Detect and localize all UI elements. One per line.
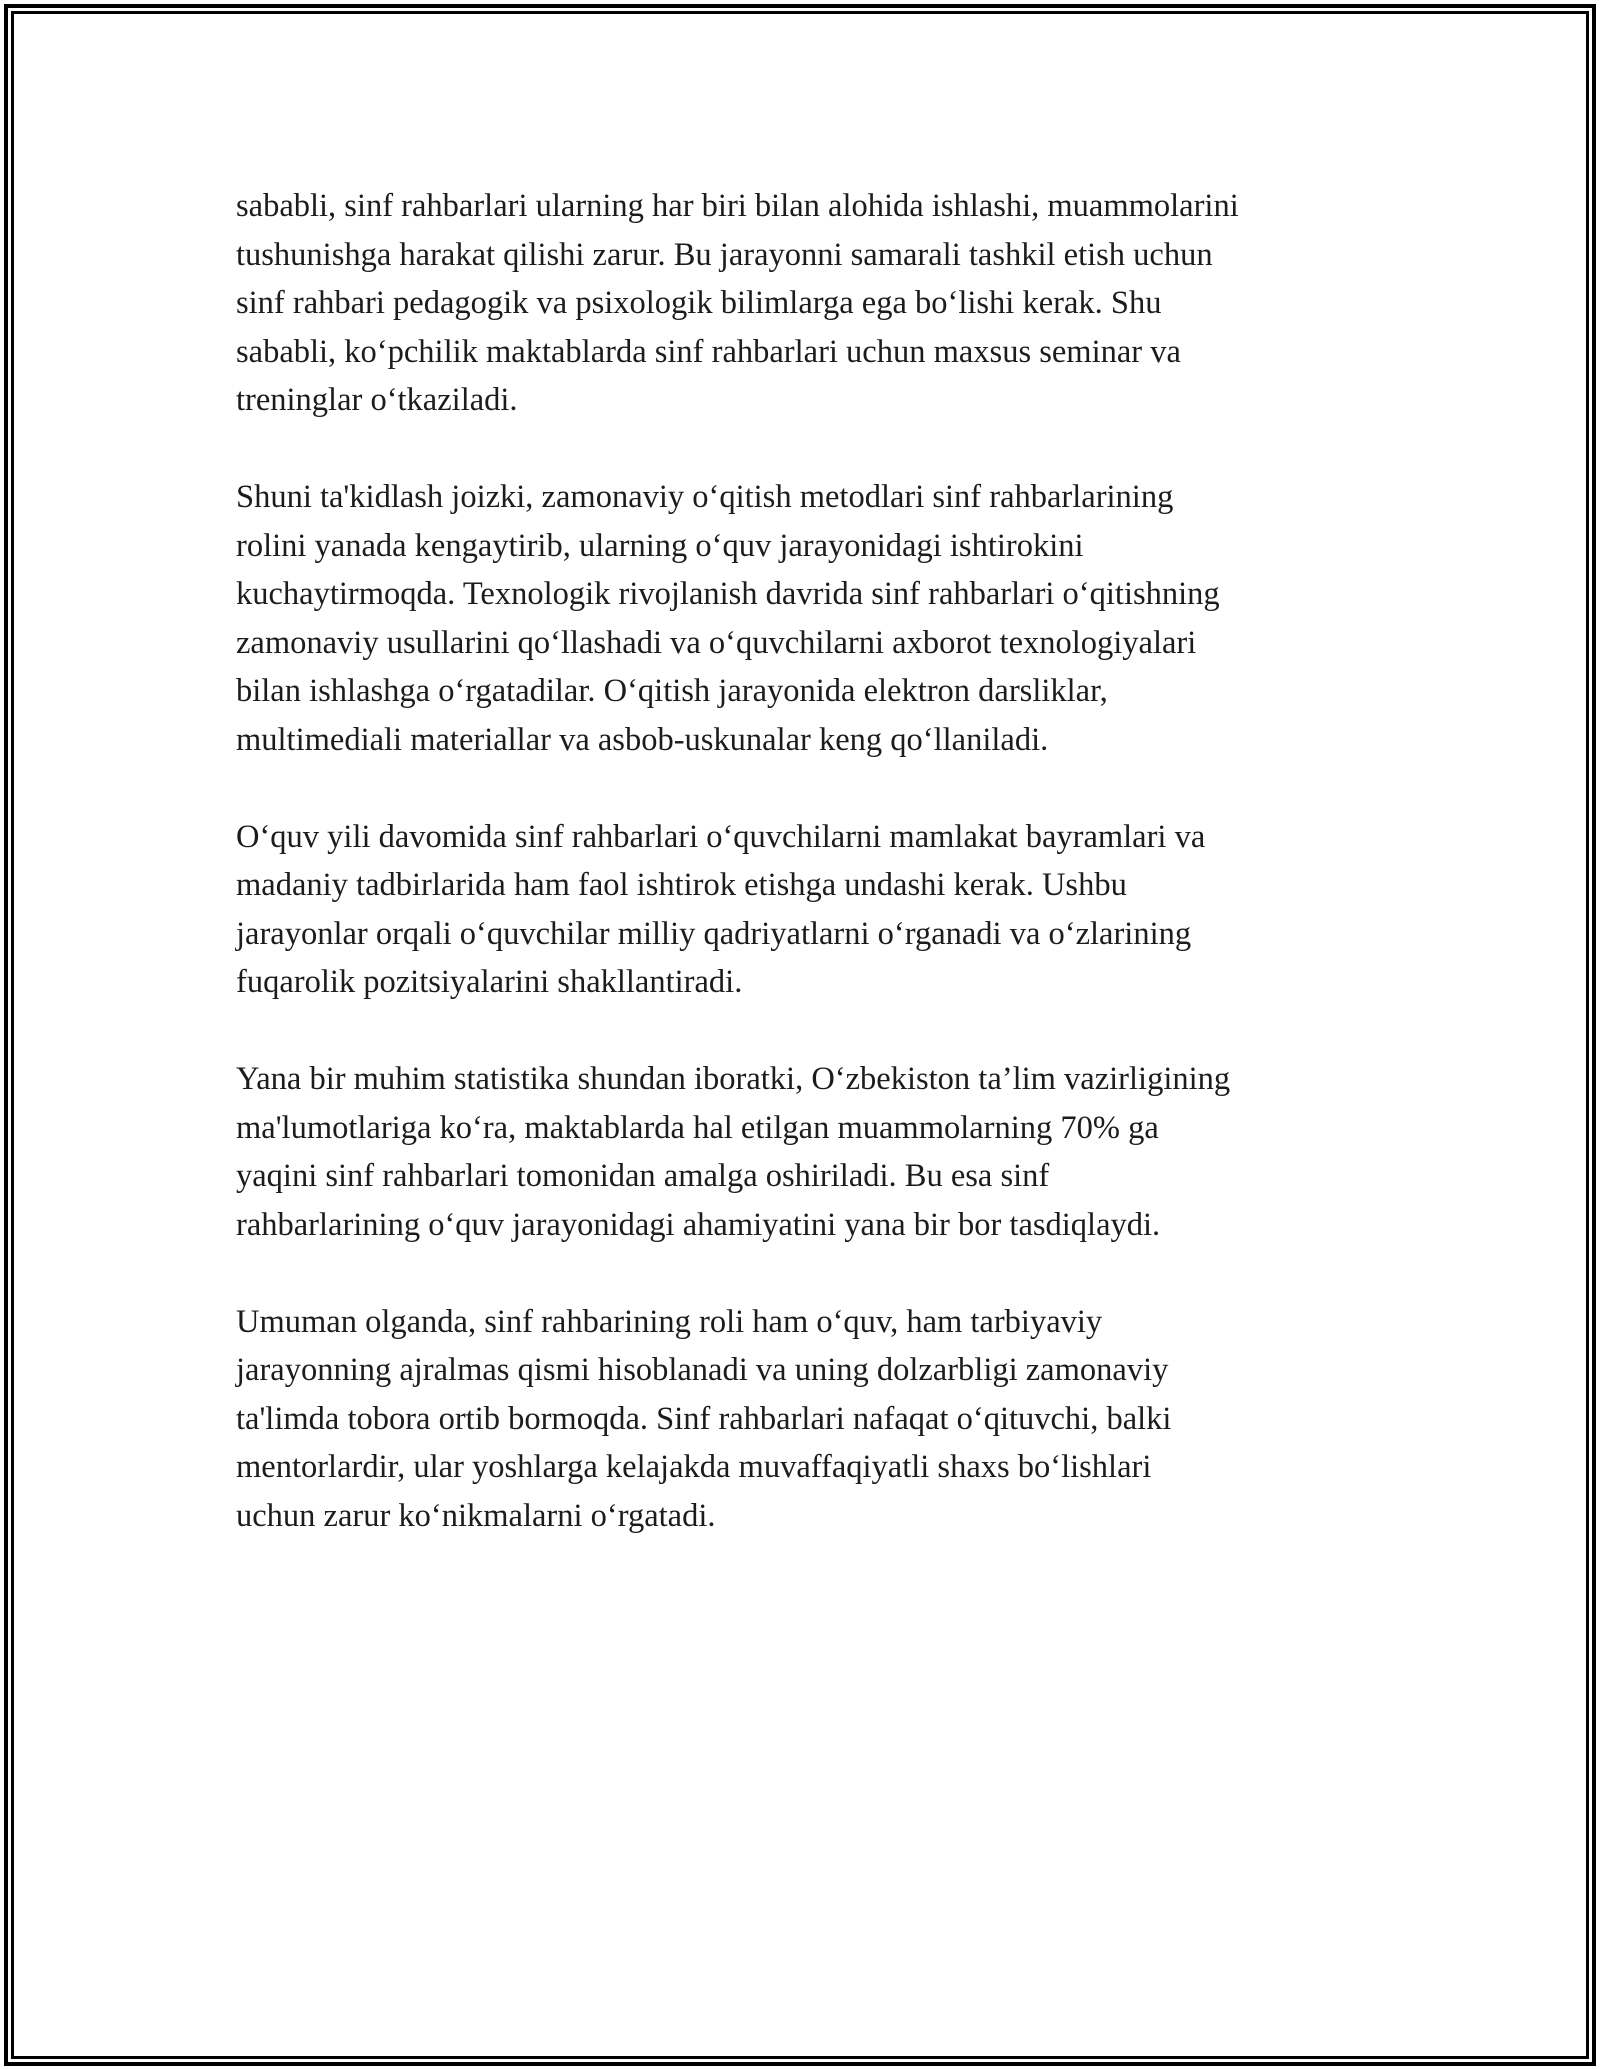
paragraph-3 — [236, 813, 1416, 1007]
text-line: Yana bir muhim statistika shundan iboratki, Oʻzbekiston ta’lim vazirligining — [236, 1061, 1231, 1097]
document-body — [236, 182, 1416, 1589]
paragraph-1 — [236, 182, 1416, 425]
text-line: bilan ishlashga oʻrgatadilar. Oʻqitish jarayonida elektron darsliklar, — [236, 673, 1108, 709]
text-line: jarayonlar orqali oʻquvchilar milliy qadriyatlarni oʻrganadi va oʻzlarining — [236, 915, 1192, 952]
text-line: sababli, koʻpchilik maktablarda sinf rahbarlari uchun maxsus seminar va — [236, 333, 1181, 370]
text-line: ta'limda tobora ortib bormoqda. Sinf rahbarlari nafaqat oʻqituvchi, balki — [236, 1400, 1172, 1437]
text-line: kuchaytirmoqda. Texnologik rivojlanish davrida sinf rahbarlari oʻqitishning — [236, 576, 1220, 612]
paragraph-5 — [236, 1298, 1416, 1541]
text-line: yaqini sinf rahbarlari tomonidan amalga oshiriladi. Bu esa sinf — [236, 1158, 1050, 1194]
text-line: rahbarlarining oʻquv jarayonidagi ahamiyatini yana bir bor tasdiqlaydi. — [236, 1206, 1161, 1243]
text-line: treninglar oʻtkaziladi. — [236, 382, 518, 418]
text-line: fuqarolik pozitsiyalarini shakllantiradi. — [236, 964, 743, 1000]
text-line: tushunishga harakat qilishi zarur. Bu jarayonni samarali tashkil etish uchun — [236, 236, 1213, 273]
paragraph-4 — [236, 1055, 1416, 1249]
text-line: Oʻquv yili davomida sinf rahbarlari oʻquvchilarni mamlakat bayramlari va — [236, 818, 1206, 855]
text-line: Umuman olganda, sinf rahbarining roli ham oʻquv, ham tarbiyaviy — [236, 1303, 1103, 1340]
paragraph-2 — [236, 473, 1416, 764]
text-line: mentorlardir, ular yoshlarga kelajakda muvaffaqiyatli shaxs boʻlishlari — [236, 1449, 1152, 1485]
text-line: Shuni ta'kidlash joizki, zamonaviy oʻqitish metodlari sinf rahbarlarining — [236, 479, 1174, 515]
text-line: multimediali materiallar va asbob-uskunalar keng qoʻllaniladi. — [236, 721, 1049, 758]
text-line: uchun zarur koʻnikmalarni oʻrgatadi. — [236, 1497, 716, 1534]
text-line: sinf rahbari pedagogik va psixologik bilimlarga ega boʻlishi kerak. Shu — [236, 285, 1162, 321]
text-line: jarayonning ajralmas qismi hisoblanadi va uning dolzarbligi zamonaviy — [236, 1352, 1169, 1388]
text-line: rolini yanada kengaytirib, ularning oʻquv jarayonidagi ishtirokini — [236, 527, 1084, 564]
text-line: zamonaviy usullarini qoʻllashadi va oʻquvchilarni axborot texnologiyalari — [236, 624, 1197, 661]
text-line: sababli, sinf rahbarlari ularning har biri bilan alohida ishlashi, muammolarini — [236, 188, 1239, 224]
text-line: ma'lumotlariga koʻra, maktablarda hal etilgan muammolarning 70% ga — [236, 1109, 1159, 1146]
text-line: madaniy tadbirlarida ham faol ishtirok etishga undashi kerak. Ushbu — [236, 867, 1127, 903]
